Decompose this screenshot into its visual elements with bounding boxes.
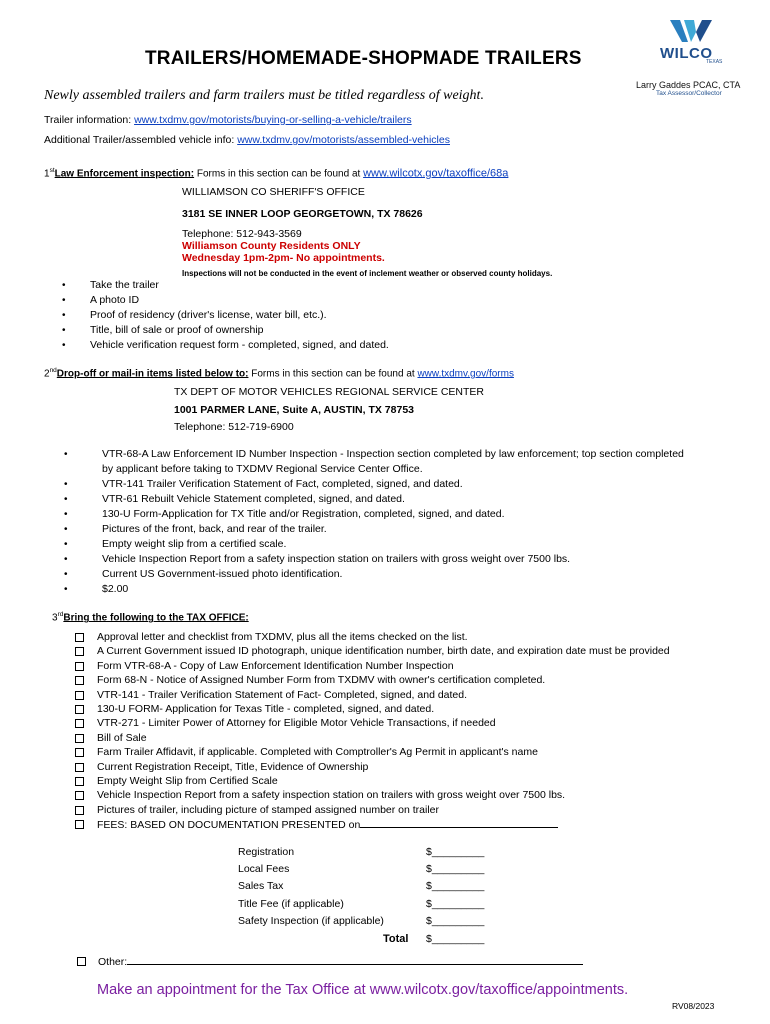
inspection-hours: Wednesday 1pm-2pm- No appointments. <box>182 252 385 264</box>
revision-code: RV08/2023 <box>672 1001 715 1011</box>
list-item: • A photo ID <box>62 293 389 308</box>
checklist-item[interactable]: Vehicle Inspection Report from a safety inspection station on trailers with gross weight over 7500 lbs. <box>75 788 670 802</box>
list-item: • VTR-61 Rebuilt Vehicle Statement completed, signed, and dated. <box>64 492 684 507</box>
fee-value-registration[interactable]: $_________ <box>426 846 485 858</box>
list-item: • VTR-68-A Law Enforcement ID Number Inspection - Inspection section completed by law enforcement; top section completed by applicant before taking to TXDMV Regional Service Center Office. <box>64 447 684 477</box>
section2-list <box>64 447 684 597</box>
checklist-item[interactable]: Current Registration Receipt, Title, Evidence of Ownership <box>75 760 670 774</box>
txdmv-address: 1001 PARMER LANE, Suite A, AUSTIN, TX 78753 <box>174 404 415 416</box>
section1-office-block <box>182 184 552 282</box>
checklist-item[interactable]: Approval letter and checklist from TXDMV, plus all the items checked on the list. <box>75 630 670 644</box>
list-item: • $2.00 <box>64 582 684 597</box>
sheriff-office: WILLIAMSON CO SHERIFF'S OFFICE <box>182 186 365 198</box>
checkbox[interactable] <box>75 791 84 800</box>
assembled-info-line <box>44 134 450 146</box>
section1-sup: st <box>49 167 55 174</box>
section3-checklist <box>75 630 670 833</box>
checklist-item[interactable]: Pictures of trailer, including picture of stamped assigned number on trailer <box>75 803 670 817</box>
checkbox[interactable] <box>75 705 84 714</box>
fee-value-sales-tax[interactable]: $_________ <box>426 880 485 892</box>
section2-sup: nd <box>49 367 57 374</box>
subtitle: Newly assembled trailers and farm trailers must be titled regardless of weight. <box>44 88 484 103</box>
fee-label-sales-tax: Sales Tax <box>238 880 284 892</box>
section2-office-block <box>174 384 484 435</box>
fee-label-local: Local Fees <box>238 863 290 875</box>
section1-number: 1 <box>44 168 50 180</box>
list-item: • 130-U Form-Application for TX Title and/or Registration, completed, signed, and dated. <box>64 507 684 522</box>
official-title: Tax Assessor/Collector <box>656 90 722 97</box>
checklist-item[interactable]: 130-U FORM- Application for Texas Title - completed, signed, and dated. <box>75 702 670 716</box>
checkbox[interactable] <box>77 957 86 966</box>
section2-note: Forms in this section can be found at <box>248 368 418 380</box>
section2-number: 2 <box>44 368 50 380</box>
appointment-note: Make an appointment for the Tax Office at www.wilcotx.gov/taxoffice/appointments. <box>97 982 629 998</box>
list-item: • Pictures of the front, back, and rear of the trailer. <box>64 522 684 537</box>
checkbox[interactable] <box>75 763 84 772</box>
checkbox[interactable] <box>75 719 84 728</box>
trailer-info-line <box>44 114 412 126</box>
checkbox[interactable] <box>75 676 84 685</box>
checkbox[interactable] <box>75 820 84 829</box>
list-item: • Take the trailer <box>62 278 389 293</box>
fee-label-title: Title Fee (if applicable) <box>238 898 344 910</box>
checkbox[interactable] <box>75 691 84 700</box>
section1-note: Forms in this section can be found at <box>194 168 364 180</box>
fees-date-line[interactable] <box>360 817 558 828</box>
list-item: • Vehicle verification request form - completed, signed, and dated. <box>62 338 389 353</box>
checklist-item[interactable]: Form 68-N - Notice of Assigned Number Form from TXDMV with owner's certification completed. <box>75 673 670 687</box>
checkbox[interactable] <box>75 633 84 642</box>
trailer-info-label: Trailer information: <box>44 114 135 126</box>
section2-heading <box>44 367 514 379</box>
residents-only: Williamson County Residents ONLY <box>182 240 361 252</box>
logo-wordmark: WILCO <box>660 45 713 62</box>
other-line[interactable] <box>127 954 583 965</box>
checkbox[interactable] <box>75 662 84 671</box>
fee-value-local[interactable]: $_________ <box>426 863 485 875</box>
list-item: • VTR-141 Trailer Verification Statement of Fact, completed, signed, and dated. <box>64 477 684 492</box>
fee-label-safety: Safety Inspection (if applicable) <box>238 915 384 927</box>
assembled-info-label: Additional Trailer/assembled vehicle info: <box>44 134 238 146</box>
checklist-item[interactable]: VTR-271 - Limiter Power of Attorney for Eligible Motor Vehicle Transactions, if needed <box>75 716 670 730</box>
list-item: • Title, bill of sale or proof of ownership <box>62 323 389 338</box>
section1-list <box>62 278 389 353</box>
other-label: Other: <box>98 956 128 968</box>
sheriff-address: 3181 SE INNER LOOP GEORGETOWN, TX 78626 <box>182 208 423 220</box>
section3-heading <box>52 611 249 623</box>
checklist-item[interactable]: Farm Trailer Affidavit, if applicable. Completed with Comptroller's Ag Permit in applicant's name <box>75 745 670 759</box>
official-name: Larry Gaddes PCAC, CTA <box>636 80 741 90</box>
fee-total-value[interactable]: $_________ <box>426 933 485 945</box>
assembled-info-link[interactable]: www.txdmv.gov/motorists/assembled-vehicles <box>237 134 450 146</box>
weather-note: Inspections will not be conducted in the event of inclement weather or observed county holidays. <box>182 269 553 278</box>
trailer-info-link[interactable]: www.txdmv.gov/motorists/buying-or-selling-a-vehicle/trailers <box>134 114 412 126</box>
checklist-item[interactable]: A Current Government issued ID photograph, unique identification number, birth date, and expiration date must be provided <box>75 644 670 658</box>
checklist-item[interactable]: Form VTR-68-A - Copy of Law Enforcement Identification Number Inspection <box>75 659 670 673</box>
section2-link[interactable]: www.txdmv.gov/forms <box>417 368 514 380</box>
checkbox[interactable] <box>75 777 84 786</box>
fee-value-title[interactable]: $_________ <box>426 898 485 910</box>
txdmv-phone: Telephone: 512-719-6900 <box>174 421 294 433</box>
section1-title: Law Enforcement inspection: <box>54 168 195 180</box>
fee-value-safety[interactable]: $_________ <box>426 915 485 927</box>
checklist-item[interactable]: VTR-141 - Trailer Verification Statement of Fact- Completed, signed, and dated. <box>75 688 670 702</box>
checkbox[interactable] <box>75 748 84 757</box>
checkbox[interactable] <box>75 806 84 815</box>
checkbox[interactable] <box>75 734 84 743</box>
section3-number: 3 <box>52 612 58 624</box>
section2-title: Drop-off or mail-in items listed below to: <box>56 368 249 380</box>
list-item: • Empty weight slip from a certified scale. <box>64 537 684 552</box>
list-item: • Proof of residency (driver's license, water bill, etc.). <box>62 308 389 323</box>
checkbox[interactable] <box>75 647 84 656</box>
checklist-item[interactable]: Empty Weight Slip from Certified Scale <box>75 774 670 788</box>
other-field <box>77 954 583 968</box>
txdmv-office: TX DEPT OF MOTOR VEHICLES REGIONAL SERVICE CENTER <box>174 386 485 398</box>
page-title: TRAILERS/HOMEMADE-SHOPMADE TRAILERS <box>145 48 582 69</box>
section3-title: Bring the following to the TAX OFFICE: <box>63 612 249 624</box>
checklist-item[interactable]: FEES: BASED ON DOCUMENTATION PRESENTED on <box>75 817 670 832</box>
section1-link[interactable]: www.wilcotx.gov/taxoffice/68a <box>363 167 509 180</box>
sheriff-phone: Telephone: 512-943-3569 <box>182 228 302 240</box>
list-item: • Vehicle Inspection Report from a safety inspection station on trailers with gross weight over 7500 lbs. <box>64 552 684 567</box>
logo-sub: TEXAS <box>706 59 723 65</box>
checklist-item[interactable]: Bill of Sale <box>75 731 670 745</box>
section1-heading <box>44 167 508 179</box>
fee-total-label: Total <box>383 933 409 945</box>
section3-sup: rd <box>57 611 64 618</box>
fee-label-registration: Registration <box>238 846 295 858</box>
list-item: • Current US Government-issued photo identification. <box>64 567 684 582</box>
